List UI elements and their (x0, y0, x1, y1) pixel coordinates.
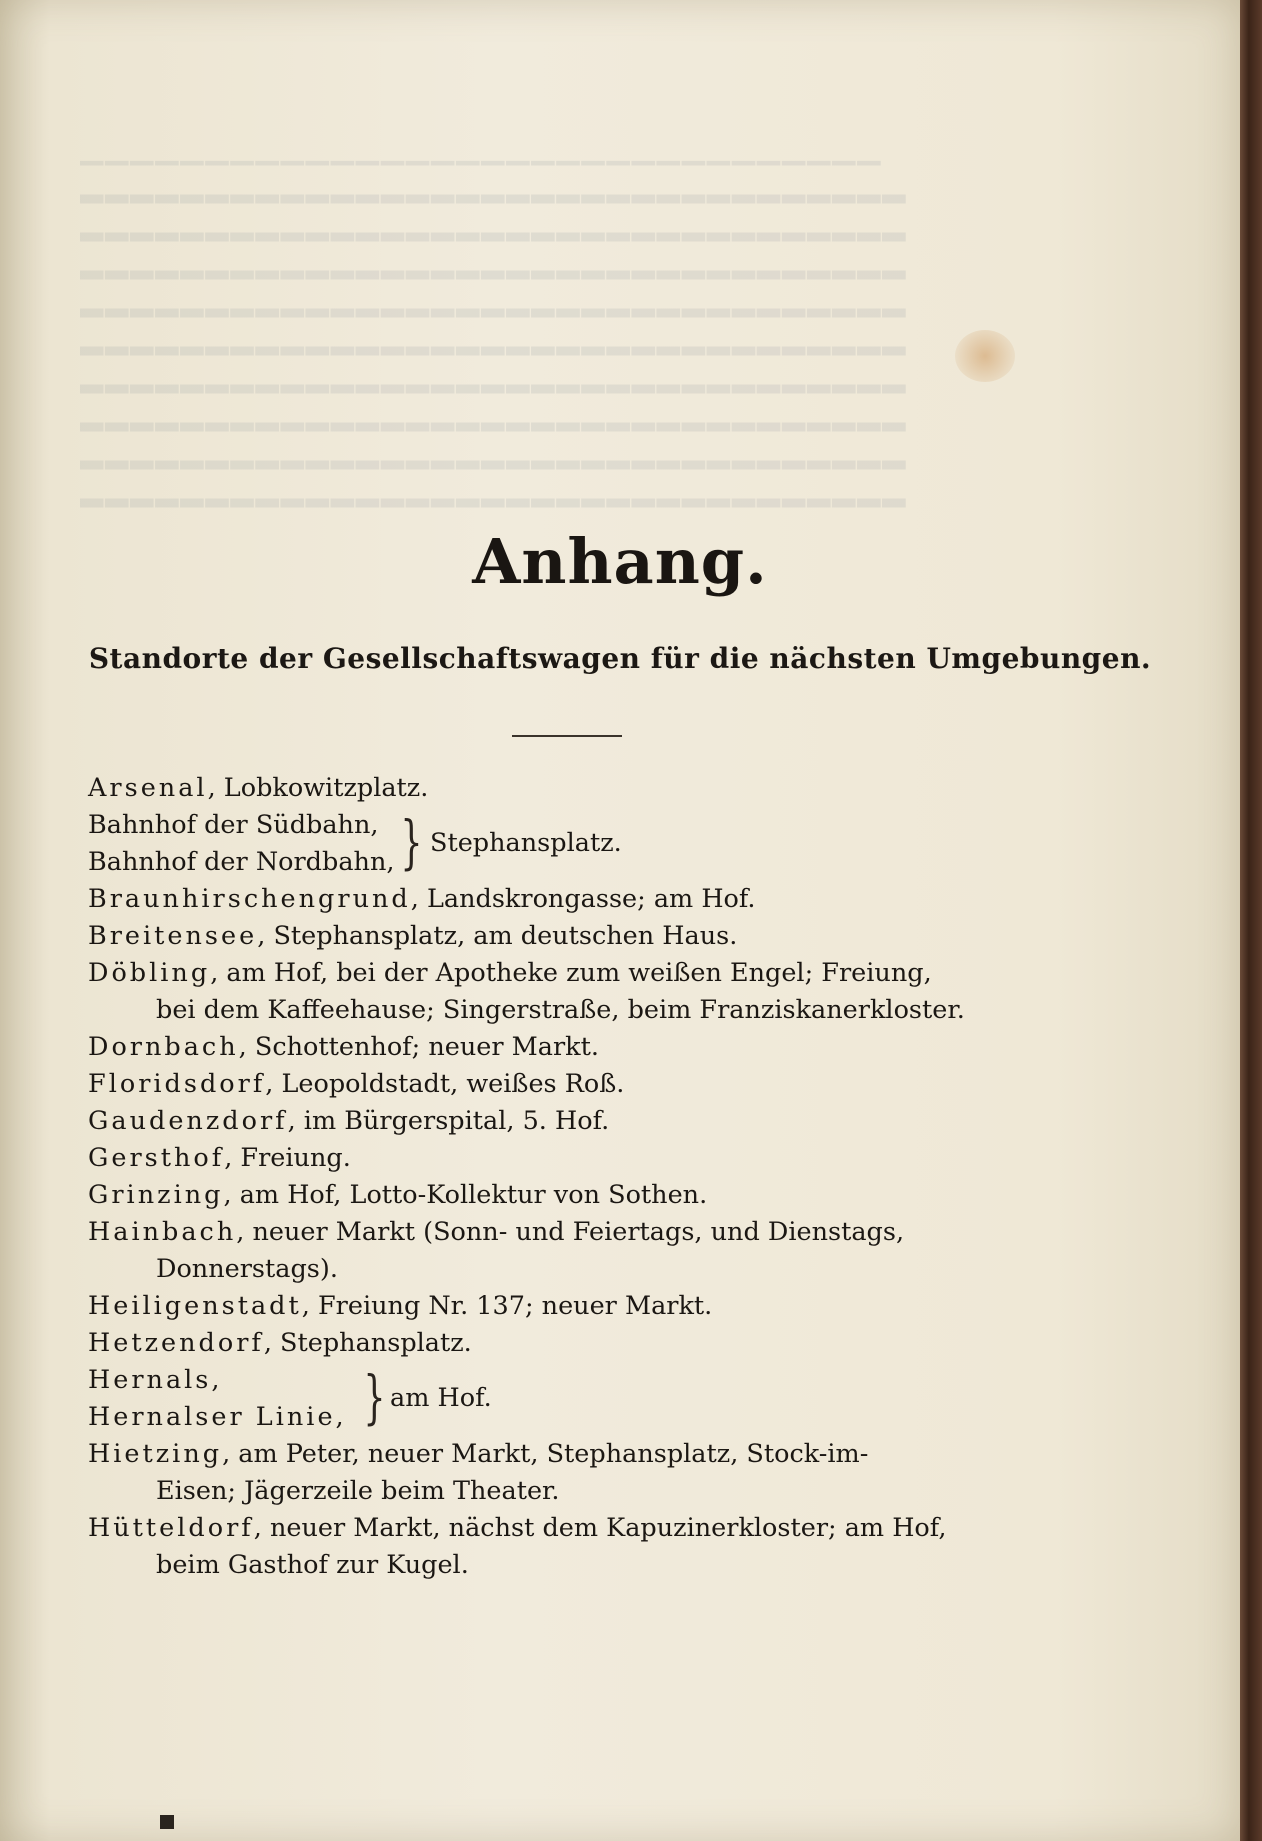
separator: , (210, 958, 227, 988)
location-detail: Landskrongasse; am Hof. (426, 884, 756, 914)
location-detail: am Peter, neuer Markt, Stephansplatz, Stock-im- (238, 1439, 869, 1469)
separator: , (410, 884, 427, 914)
list-item (88, 881, 1048, 918)
place-name: Arsenal (88, 773, 208, 803)
list-item (88, 1288, 1048, 1325)
show-through-text: ▁▁▁▁▁▁▁▁▁▁▁▁▁▁▁▁▁▁▁▁▁▁▁▁▁▁▁▁▁▁▁▁ ▂▂▂▂▂▂▂▂▂▂▂▂▂▂▂▂▂▂▂▂▂▂▂▂▂▂▂▂▂▂▂▂▂ ▂▂▂▂▂▂▂▂▂▂▂▂▂▂▂▂▂▂▂▂▂▂▂▂▂▂▂▂▂▂▂▂▂ ▂▂▂▂▂▂▂▂▂▂▂▂▂▂▂▂▂▂▂▂▂▂▂▂▂▂▂▂▂▂▂▂▂ ▂▂▂▂▂▂▂▂▂▂▂▂▂▂▂▂▂▂▂▂▂▂▂▂▂▂▂▂▂▂▂▂▂ ▂▂▂▂▂▂▂▂▂▂▂▂▂▂▂▂▂▂▂▂▂▂▂▂▂▂▂▂▂▂▂▂▂ ▂▂▂▂▂▂▂▂▂▂▂▂▂▂▂▂▂▂▂▂▂▂▂▂▂▂▂▂▂▂▂▂▂ ▂▂▂▂▂▂▂▂▂▂▂▂▂▂▂▂▂▂▂▂▂▂▂▂▂▂▂▂▂▂▂▂▂ ▂▂▂▂▂▂▂▂▂▂▂▂▂▂▂▂▂▂▂▂▂▂▂▂▂▂▂▂▂▂▂▂▂ ▂▂▂▂▂▂▂▂▂▂▂▂▂▂▂▂▂▂▂▂▂▂▂▂▂▂▂▂▂▂▂▂▂ (80, 131, 908, 508)
separator: , (263, 1328, 281, 1358)
location-detail-continued: Donnerstags). (156, 1254, 338, 1284)
place-name: Dornbach (88, 1032, 239, 1062)
location-detail: Schottenhof; neuer Markt. (254, 1032, 599, 1062)
list-item-group (88, 807, 1048, 881)
location-detail: am Hof, bei der Apotheke zum weißen Engel; Freiung, (226, 958, 932, 988)
list-item (88, 1436, 1048, 1510)
location-detail: neuer Markt, nächst dem Kapuzinerkloster; am Hof, (269, 1513, 947, 1543)
place-name: Hetzendorf (88, 1328, 264, 1358)
separator: , (253, 1513, 270, 1543)
location-detail: Leopoldstadt, weißes Roß. (281, 1069, 625, 1099)
list-item (88, 1214, 1048, 1288)
location-detail: Freiung. (240, 1143, 351, 1173)
separator: , (236, 1217, 253, 1247)
location-detail: Stephansplatz. (280, 1328, 472, 1358)
page-title: Anhang. (472, 525, 768, 598)
separator: , (223, 1180, 240, 1210)
list-item (88, 1066, 1048, 1103)
location-detail: Lobkowitzplatz. (223, 773, 429, 803)
list-item (88, 1103, 1048, 1140)
printer-mark (160, 1815, 174, 1829)
brace-symbol: } (363, 1363, 386, 1431)
place-name: Grinzing (88, 1180, 224, 1210)
separator: , (287, 1106, 304, 1136)
place-name: Döbling (88, 958, 211, 988)
separator: , (301, 1291, 318, 1321)
location-detail-continued: Eisen; Jägerzeile beim Theater. (156, 1476, 560, 1506)
paper-stain (955, 330, 1015, 382)
list-item (88, 955, 1048, 1029)
list-item (88, 1140, 1048, 1177)
list-item (88, 1029, 1048, 1066)
location-detail: Stephansplatz. (430, 828, 622, 858)
place-name: Braunhirschengrund (88, 884, 411, 914)
divider (512, 735, 622, 737)
place-name: Bahnhof der Südbahn, (88, 810, 379, 840)
list-item (88, 770, 1048, 807)
separator: , (238, 1032, 255, 1062)
location-detail: im Bürgerspital, 5. Hof. (303, 1106, 610, 1136)
place-name: Hütteldorf (88, 1513, 254, 1543)
separator: , (224, 1143, 241, 1173)
page-subtitle: Standorte der Gesellschaftswagen für die nächsten Umgebungen. (88, 642, 1152, 675)
location-detail-continued: beim Gasthof zur Kugel. (156, 1550, 469, 1580)
location-detail: Freiung Nr. 137; neuer Markt. (317, 1291, 713, 1321)
place-name: Hietzing (88, 1439, 223, 1469)
list-item (88, 1177, 1048, 1214)
location-detail: Stephansplatz, am deutschen Haus. (273, 921, 738, 951)
place-name: Hernals, (88, 1365, 223, 1395)
location-detail: am Hof, Lotto-Kollektur von Sothen. (239, 1180, 708, 1210)
location-detail: am Hof. (390, 1383, 492, 1413)
place-name: Gaudenzdorf (88, 1106, 288, 1136)
separator: , (222, 1439, 239, 1469)
book-binding-edge (1240, 0, 1262, 1841)
place-name: Bahnhof der Nordbahn, (88, 847, 395, 877)
list-item (88, 918, 1048, 955)
brace-symbol: } (400, 808, 423, 876)
entry-list (88, 770, 1048, 1584)
list-item (88, 1325, 1048, 1362)
place-name: Heiligenstadt (88, 1291, 302, 1321)
place-name: Hernalser Linie, (88, 1402, 347, 1432)
place-name: Floridsdorf (88, 1069, 266, 1099)
place-name: Hainbach (88, 1217, 237, 1247)
list-item-group (88, 1362, 1048, 1436)
separator: , (257, 921, 274, 951)
location-detail: neuer Markt (Sonn- und Feiertags, und Dienstags, (252, 1217, 905, 1247)
separator: , (265, 1069, 282, 1099)
place-name: Gersthof (88, 1143, 225, 1173)
place-name: Breitensee (88, 921, 258, 951)
list-item (88, 1510, 1048, 1584)
separator: , (207, 773, 224, 803)
location-detail-continued: bei dem Kaffeehause; Singerstraße, beim Franziskanerkloster. (156, 995, 965, 1025)
